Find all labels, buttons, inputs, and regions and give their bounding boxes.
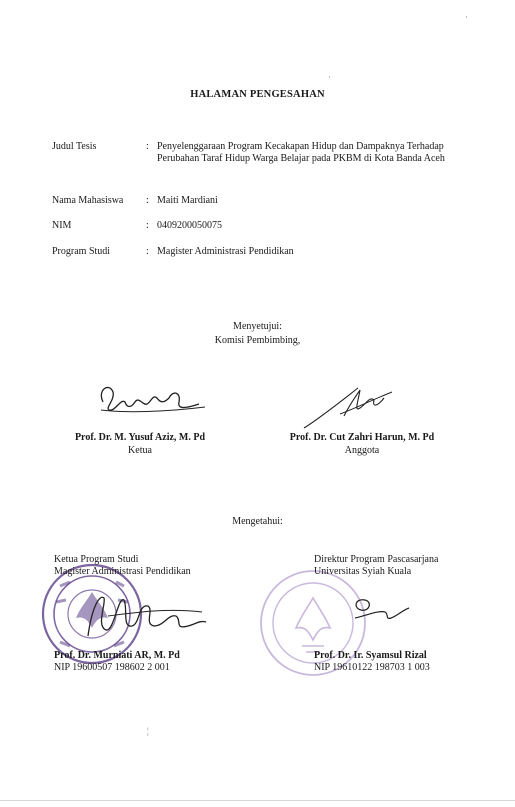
committee-label: Komisi Pembimbing,	[214, 335, 301, 346]
right-official-nip: NIP 19610122 198703 1 003	[314, 662, 430, 673]
left-official-line2: Magister Administrasi Pendidikan	[54, 566, 191, 577]
field-colon: :	[146, 220, 149, 231]
signature-ketua	[95, 380, 215, 420]
supervisor-role: Ketua	[128, 445, 152, 456]
left-official-title	[54, 554, 191, 578]
acknowledge-heading: Mengetahui:	[232, 516, 283, 527]
supervisor-anggota	[262, 432, 462, 456]
field-label: Judul Tesis	[52, 141, 97, 152]
signature-anggota	[300, 378, 400, 433]
page-edge	[0, 800, 515, 801]
scan-speck: ¦	[147, 726, 149, 736]
field-colon: :	[146, 246, 149, 257]
field-value: Penyelenggaraan Program Kecakapan Hidup dan Dampaknya Terhadap Perubahan Taraf Hidup Warga Belajar pada PKBM di Kota Banda Aceh	[157, 141, 445, 164]
left-official-signature-block	[54, 650, 180, 674]
field-label: Program Studi	[52, 246, 111, 257]
supervisor-name: Prof. Dr. M. Yusuf Aziz, M. Pd	[74, 432, 206, 443]
field-value: 0409200050075	[157, 220, 222, 231]
scan-speck: ·	[328, 72, 331, 82]
right-official-title	[314, 554, 438, 578]
field-label: Nama Mahasiswa	[52, 195, 124, 206]
field-label: NIM	[52, 220, 72, 231]
field-colon: :	[146, 141, 149, 152]
right-official-line2: Universitas Syiah Kuala	[314, 566, 412, 577]
supervisor-ketua	[40, 432, 240, 456]
right-official-signature-block	[314, 650, 430, 674]
supervisor-name: Prof. Dr. Cut Zahri Harun, M. Pd	[289, 432, 435, 443]
field-value: Magister Administrasi Pendidikan	[157, 246, 294, 257]
left-official-nip: NIP 19600507 198602 2 001	[54, 662, 170, 673]
supervisor-role: Anggota	[344, 445, 380, 456]
left-official-line1: Ketua Program Studi	[54, 554, 139, 565]
left-official-name: Prof. Dr. Murniati AR, M. Pd	[54, 650, 180, 661]
signature-kaprodi	[78, 586, 218, 646]
scan-speck: ·	[465, 12, 468, 22]
approval-heading: Menyetujui:	[233, 321, 282, 332]
field-colon: :	[146, 195, 149, 206]
right-official-line1: Direktur Program Pascasarjana	[314, 554, 439, 565]
signature-direktur	[345, 592, 415, 628]
page-title: HALAMAN PENGESAHAN	[190, 89, 325, 100]
right-official-name: Prof. Dr. Ir. Syamsul Rizal	[314, 650, 427, 661]
field-value: Maiti Mardiani	[157, 195, 218, 206]
